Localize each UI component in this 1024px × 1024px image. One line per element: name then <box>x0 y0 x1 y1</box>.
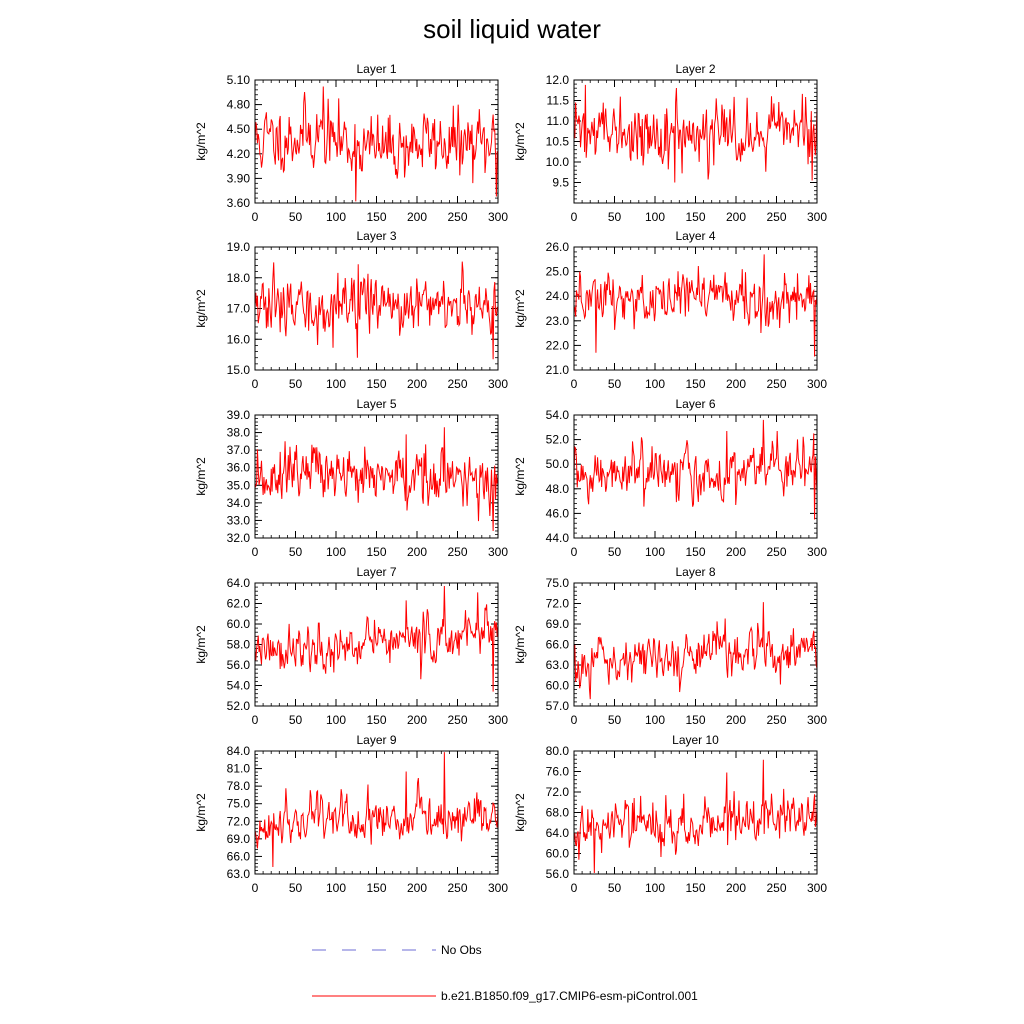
x-tick-label: 100 <box>644 210 666 224</box>
chart-panel-layer-9 <box>194 733 508 895</box>
x-tick-label: 100 <box>325 210 347 224</box>
x-tick-label: 250 <box>447 713 468 727</box>
legend-swatch-no-obs <box>312 942 438 958</box>
y-tick-label: 3.60 <box>226 196 250 210</box>
y-tick-label: 17.0 <box>226 301 250 316</box>
chart-panel-layer-3 <box>194 229 508 391</box>
x-tick-label: 200 <box>725 713 747 727</box>
y-tick-label: 52.0 <box>226 699 250 713</box>
x-tick-label: 250 <box>766 881 787 895</box>
x-tick-label: 150 <box>366 545 387 559</box>
y-tick-label: 26.0 <box>545 240 569 254</box>
y-tick-label: 3.90 <box>226 171 250 186</box>
x-tick-label: 50 <box>288 545 303 559</box>
chart-panel-layer-8 <box>513 565 827 727</box>
y-tick-label: 25.0 <box>545 264 569 279</box>
y-tick-label: 11.5 <box>546 93 569 108</box>
chart-panel-layer-5 <box>194 397 508 559</box>
x-tick-label: 0 <box>570 713 578 727</box>
y-axis-label: kg/m^2 <box>513 793 527 832</box>
x-tick-label: 100 <box>325 713 347 727</box>
x-tick-label: 300 <box>487 377 509 391</box>
panel-title: Layer 7 <box>356 565 397 579</box>
x-tick-label: 200 <box>725 210 747 224</box>
x-tick-label: 50 <box>288 713 303 727</box>
y-tick-label: 23.0 <box>545 313 569 328</box>
y-tick-label: 60.0 <box>545 678 569 693</box>
panel-title: Layer 6 <box>675 397 716 411</box>
chart-panel-layer-6 <box>513 397 827 559</box>
x-tick-label: 50 <box>607 545 622 559</box>
y-tick-label: 35.0 <box>226 478 250 493</box>
x-tick-label: 150 <box>685 210 706 224</box>
y-tick-label: 69.0 <box>545 617 569 631</box>
y-tick-label: 68.0 <box>545 805 569 820</box>
x-tick-label: 250 <box>766 545 787 559</box>
y-tick-label: 4.20 <box>226 146 250 161</box>
x-tick-label: 50 <box>607 713 622 727</box>
x-tick-label: 200 <box>406 713 428 727</box>
x-tick-label: 0 <box>251 210 259 224</box>
y-tick-label: 21.0 <box>545 363 569 377</box>
x-tick-label: 150 <box>685 881 706 895</box>
y-tick-label: 5.10 <box>226 73 250 87</box>
x-tick-label: 50 <box>288 210 303 224</box>
y-axis-label: kg/m^2 <box>194 457 208 496</box>
y-tick-label: 60.0 <box>226 617 250 631</box>
y-axis-label: kg/m^2 <box>194 793 208 832</box>
x-tick-label: 0 <box>251 881 259 895</box>
plot-frame <box>574 415 817 538</box>
y-tick-label: 18.0 <box>226 270 250 285</box>
y-tick-label: 36.0 <box>226 460 250 475</box>
y-tick-label: 32.0 <box>226 531 250 545</box>
x-tick-label: 200 <box>406 210 428 224</box>
y-tick-label: 34.0 <box>226 495 250 510</box>
x-tick-label: 250 <box>447 545 468 559</box>
chart-panel-layer-1 <box>194 62 508 224</box>
y-tick-label: 54.0 <box>545 408 569 422</box>
x-tick-label: 0 <box>570 545 578 559</box>
x-tick-label: 0 <box>251 545 259 559</box>
y-tick-label: 19.0 <box>226 240 250 254</box>
x-tick-label: 300 <box>487 713 509 727</box>
y-tick-label: 56.0 <box>226 658 250 672</box>
legend-label-model: b.e21.B1850.f09_g17.CMIP6-esm-piControl.001 <box>441 989 698 1003</box>
y-axis-label: kg/m^2 <box>513 122 527 161</box>
y-tick-label: 33.0 <box>226 513 250 528</box>
x-tick-label: 200 <box>406 545 428 559</box>
x-tick-label: 50 <box>288 377 303 391</box>
y-tick-label: 15.0 <box>226 363 250 377</box>
panel-title: Layer 4 <box>675 229 716 243</box>
y-tick-label: 39.0 <box>226 408 250 422</box>
y-tick-label: 75.0 <box>545 576 569 590</box>
x-tick-label: 50 <box>607 210 622 224</box>
y-tick-label: 52.0 <box>545 432 569 447</box>
y-tick-label: 60.0 <box>545 846 569 861</box>
series-line <box>574 760 817 873</box>
y-tick-label: 69.0 <box>226 831 250 846</box>
x-tick-label: 200 <box>725 545 747 559</box>
y-tick-label: 78.0 <box>226 779 250 794</box>
y-tick-label: 10.0 <box>545 155 569 169</box>
x-tick-label: 150 <box>685 713 706 727</box>
x-tick-label: 100 <box>644 881 666 895</box>
y-tick-label: 63.0 <box>226 867 250 881</box>
y-tick-label: 11.0 <box>546 114 569 128</box>
x-tick-label: 150 <box>685 545 706 559</box>
y-tick-label: 57.0 <box>545 699 569 713</box>
y-axis-label: kg/m^2 <box>194 289 208 328</box>
y-tick-label: 63.0 <box>545 658 569 672</box>
x-tick-label: 50 <box>607 881 622 895</box>
y-tick-label: 81.0 <box>226 761 250 776</box>
x-tick-label: 100 <box>644 713 666 727</box>
y-axis-label: kg/m^2 <box>513 289 527 328</box>
y-axis-label: kg/m^2 <box>194 122 208 161</box>
y-tick-label: 58.0 <box>226 637 250 652</box>
x-tick-label: 250 <box>766 713 787 727</box>
y-tick-label: 66.0 <box>545 637 569 652</box>
chart-panel-layer-7 <box>194 565 508 727</box>
x-tick-label: 300 <box>487 545 509 559</box>
x-tick-label: 50 <box>288 881 303 895</box>
x-tick-label: 300 <box>487 210 509 224</box>
y-tick-label: 22.0 <box>545 338 569 353</box>
x-tick-label: 300 <box>806 545 828 559</box>
y-axis-label: kg/m^2 <box>194 625 208 664</box>
series-line <box>255 752 498 867</box>
legend-item-model <box>312 988 732 1004</box>
y-tick-label: 37.0 <box>226 443 250 458</box>
x-tick-label: 150 <box>366 210 387 224</box>
y-axis-label: kg/m^2 <box>513 457 527 496</box>
y-tick-label: 72.0 <box>545 785 569 799</box>
x-tick-label: 100 <box>325 545 347 559</box>
x-tick-label: 0 <box>570 377 578 391</box>
x-tick-label: 100 <box>325 881 347 895</box>
x-tick-label: 200 <box>406 881 428 895</box>
x-tick-label: 300 <box>806 377 828 391</box>
y-tick-label: 24.0 <box>545 289 569 304</box>
series-line <box>255 262 498 360</box>
x-tick-label: 250 <box>447 210 468 224</box>
y-tick-label: 75.0 <box>226 796 250 811</box>
y-tick-label: 62.0 <box>226 596 250 611</box>
y-tick-label: 9.5 <box>552 175 569 190</box>
chart-panel-layer-2 <box>513 62 827 224</box>
panel-title: Layer 1 <box>356 62 397 76</box>
x-tick-label: 300 <box>806 713 828 727</box>
series-line <box>255 87 498 202</box>
x-tick-label: 50 <box>607 377 622 391</box>
y-tick-label: 4.80 <box>226 97 250 112</box>
x-tick-label: 250 <box>447 881 468 895</box>
y-tick-label: 84.0 <box>226 744 250 758</box>
y-tick-label: 66.0 <box>226 849 250 864</box>
panel-title: Layer 10 <box>672 733 719 747</box>
series-line <box>574 85 817 183</box>
y-tick-label: 12.0 <box>545 73 569 87</box>
panel-title: Layer 2 <box>675 62 716 76</box>
x-tick-label: 200 <box>406 377 428 391</box>
series-line <box>574 602 817 699</box>
panel-title: Layer 8 <box>675 565 716 579</box>
y-tick-label: 80.0 <box>545 744 569 758</box>
x-tick-label: 0 <box>570 210 578 224</box>
x-tick-label: 150 <box>685 377 706 391</box>
y-tick-label: 64.0 <box>226 576 250 590</box>
x-tick-label: 250 <box>447 377 468 391</box>
series-line <box>255 427 498 531</box>
y-tick-label: 54.0 <box>226 678 250 693</box>
legend-item-no-obs <box>312 942 612 958</box>
x-tick-label: 250 <box>766 377 787 391</box>
legend-label-no-obs: No Obs <box>441 943 482 957</box>
x-tick-label: 250 <box>766 210 787 224</box>
x-tick-label: 300 <box>487 881 509 895</box>
y-tick-label: 10.5 <box>545 134 569 149</box>
panel-title: Layer 3 <box>356 229 397 243</box>
x-tick-label: 150 <box>366 377 387 391</box>
y-tick-label: 16.0 <box>226 332 250 347</box>
y-tick-label: 38.0 <box>226 425 250 440</box>
legend-swatch-model <box>312 988 438 1004</box>
y-tick-label: 72.0 <box>545 596 569 611</box>
panel-title: Layer 5 <box>356 397 397 411</box>
x-tick-label: 200 <box>725 881 747 895</box>
chart-panel-layer-10 <box>513 733 827 895</box>
x-tick-label: 0 <box>251 713 259 727</box>
y-tick-label: 72.0 <box>226 814 250 829</box>
series-line <box>255 586 498 692</box>
x-tick-label: 150 <box>366 881 387 895</box>
x-tick-label: 100 <box>644 545 666 559</box>
x-tick-label: 100 <box>325 377 347 391</box>
y-tick-label: 4.50 <box>226 122 250 137</box>
y-tick-label: 48.0 <box>545 481 569 496</box>
y-tick-label: 56.0 <box>545 867 569 881</box>
y-tick-label: 76.0 <box>545 764 569 779</box>
panel-title: Layer 9 <box>356 733 397 747</box>
plot-frame <box>574 583 817 706</box>
x-tick-label: 150 <box>366 713 387 727</box>
y-tick-label: 46.0 <box>545 506 569 521</box>
y-tick-label: 64.0 <box>545 826 569 840</box>
y-axis-label: kg/m^2 <box>513 625 527 664</box>
x-tick-label: 300 <box>806 210 828 224</box>
series-line <box>574 420 817 520</box>
x-tick-label: 300 <box>806 881 828 895</box>
page-title: soil liquid water <box>423 14 601 44</box>
y-tick-label: 44.0 <box>545 531 569 545</box>
x-tick-label: 100 <box>644 377 666 391</box>
chart-panel-layer-4 <box>513 229 827 391</box>
y-tick-label: 50.0 <box>545 457 569 472</box>
x-tick-label: 0 <box>251 377 259 391</box>
x-tick-label: 0 <box>570 881 578 895</box>
series-line <box>574 254 817 356</box>
x-tick-label: 200 <box>725 377 747 391</box>
